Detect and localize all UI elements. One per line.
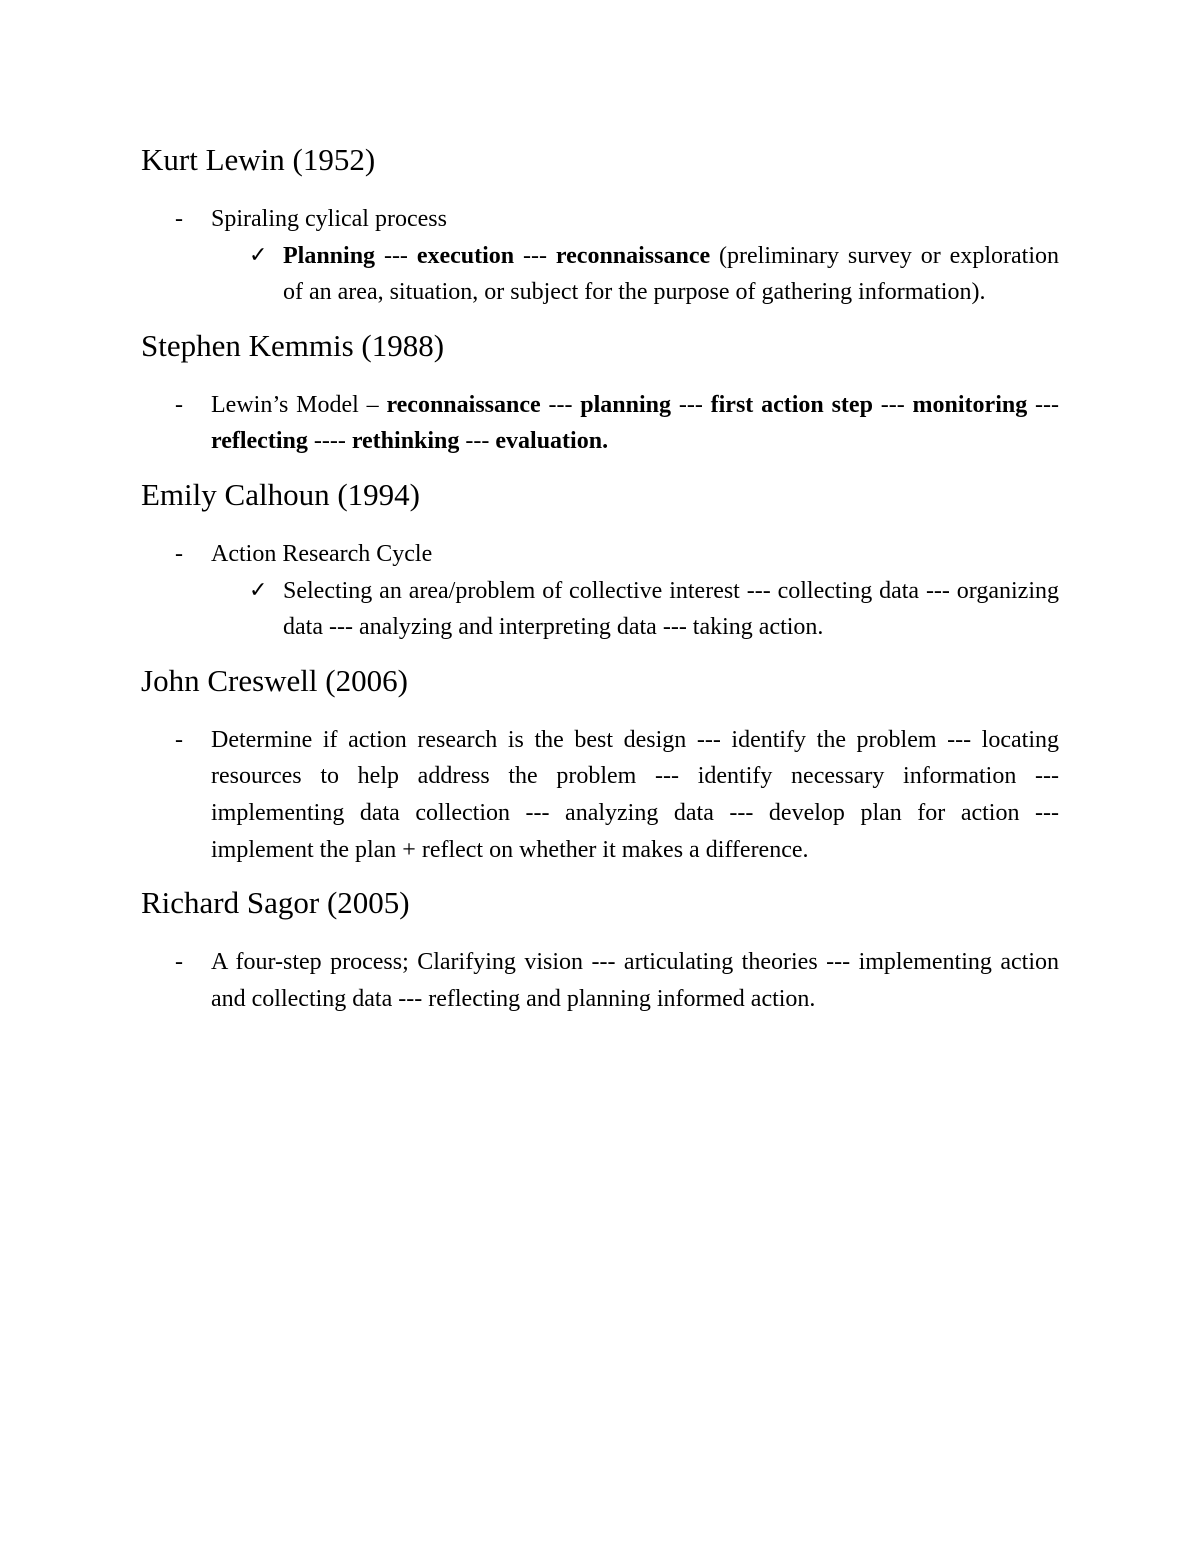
item-text: A four-step process; Clarifying vision --- articulating theories --- implementing action and collecting data --- reflecting and planning informed action. (211, 949, 1059, 1012)
separator: --- (514, 242, 556, 269)
list-item (141, 387, 1059, 460)
bold-term: reconnaissance (386, 391, 541, 418)
sub-item-text: Selecting an area/problem of collective interest --- collecting data --- organizing data --- analyzing and interpreting data --- taking action. (283, 577, 1059, 641)
section-emily-calhoun (141, 473, 1059, 646)
section-heading: John Creswell (2006) (141, 662, 408, 698)
section-richard-sagor (141, 881, 1059, 1017)
sub-item-text: (preliminary survey or exploration of an area, situation, or subject for the purpose of gathering information). (283, 242, 1059, 306)
separator: --- (1027, 391, 1060, 418)
item-text: Determine if action research is the best design --- identify the problem --- locating resources to help address the problem --- identify necessary information --- implementing data collection --- analyzing data --- develop plan for action --- implement the plan + reflect on whether it makes a difference. (211, 726, 1059, 863)
section-kurt-lewin (141, 138, 1059, 311)
sub-list-item (141, 238, 1059, 311)
checkmark-icon: ✓ (249, 577, 268, 603)
list-item (141, 722, 1059, 868)
section-heading: Emily Calhoun (1994) (141, 476, 420, 512)
bold-term: reflecting (211, 428, 308, 455)
separator: --- (459, 428, 496, 455)
dash-bullet: - (175, 206, 183, 232)
dash-bullet: - (175, 949, 183, 976)
bold-term: reconnaissance (555, 242, 711, 269)
checkmark-icon: ✓ (249, 242, 268, 268)
section-stephen-kemmis (141, 324, 1059, 460)
bold-term: evaluation. (495, 428, 609, 455)
item-lead-text: Lewin’s Model – (211, 391, 387, 418)
item-text: Action Research Cycle (211, 540, 433, 567)
list-item (141, 944, 1059, 1017)
separator: --- (872, 391, 913, 418)
separator: --- (375, 242, 417, 269)
separator: --- (671, 391, 711, 418)
list-item (141, 201, 1059, 238)
section-heading: Stephen Kemmis (1988) (141, 327, 445, 363)
section-john-creswell (141, 659, 1059, 868)
separator: --- (540, 391, 581, 418)
bold-term: planning (580, 391, 672, 418)
dash-bullet: - (175, 540, 183, 567)
bold-term: first action step (710, 391, 873, 418)
section-heading: Richard Sagor (2005) (141, 885, 410, 921)
bold-term: execution (416, 242, 515, 269)
list-item (141, 536, 1059, 573)
dash-bullet: - (175, 391, 183, 418)
bold-term: monitoring (912, 391, 1028, 418)
dash-bullet: - (175, 726, 183, 753)
bold-term: rethinking (351, 428, 460, 455)
document-page (141, 138, 1059, 1030)
bold-term: Planning (283, 242, 376, 269)
section-heading: Kurt Lewin (1952) (141, 142, 376, 177)
sub-list-item (141, 573, 1059, 646)
separator: ---- (307, 428, 352, 455)
item-text: Spiraling cylical process (211, 206, 447, 232)
